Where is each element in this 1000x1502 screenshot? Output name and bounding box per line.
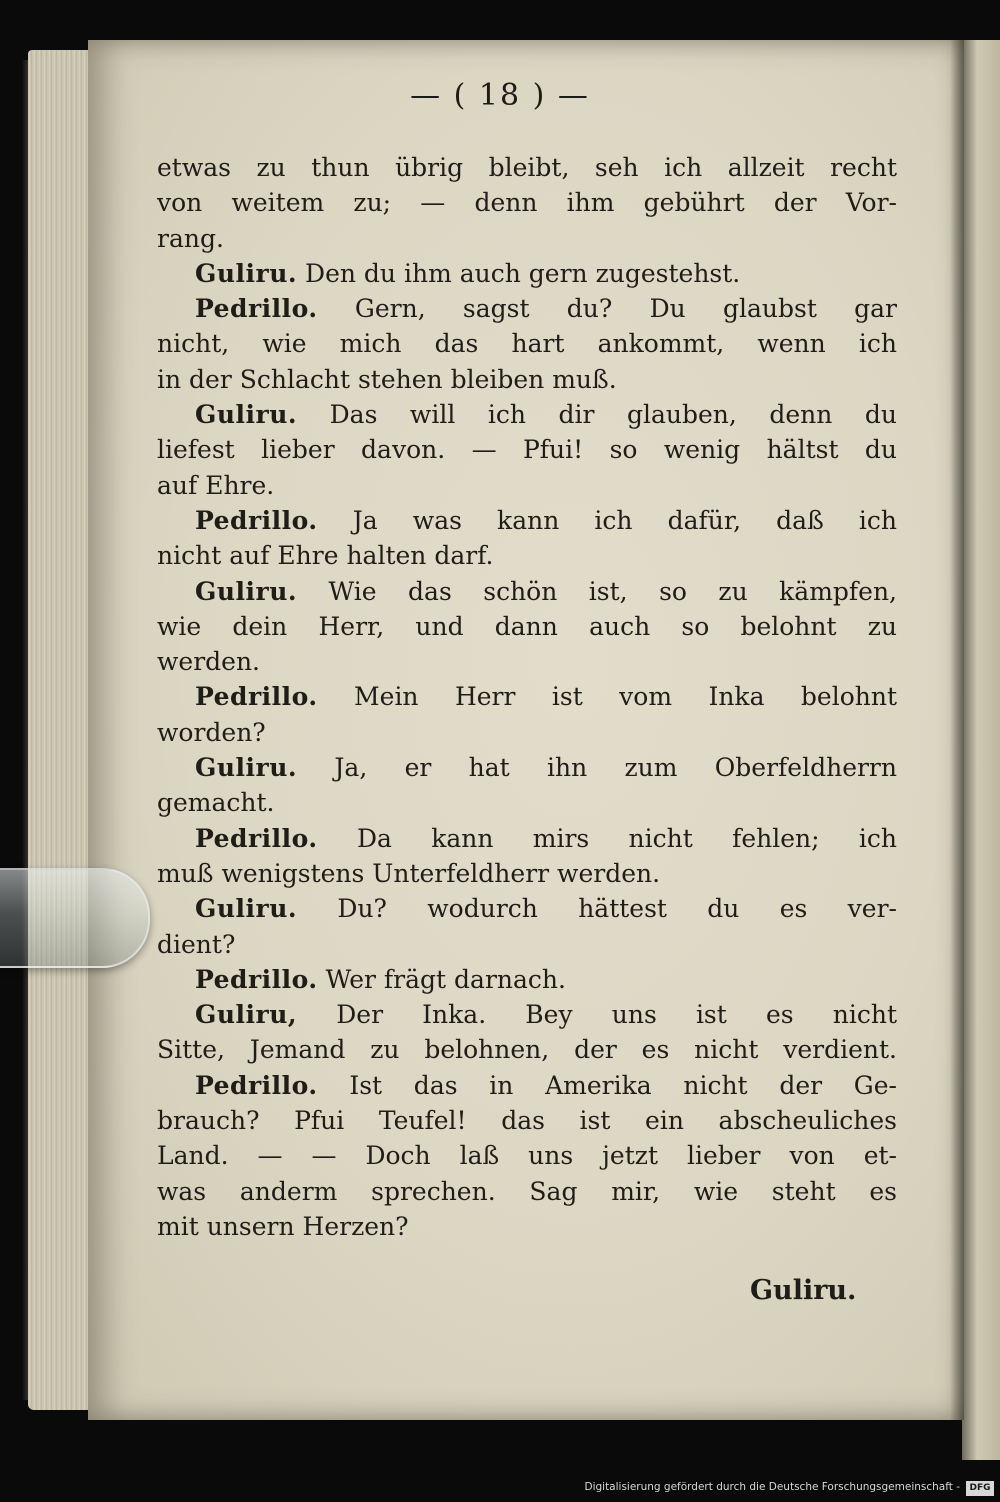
- line-text: Land. — — Doch laß uns jetzt lieber von et-: [157, 1141, 897, 1171]
- line-text: Ist das in Amerika nicht der Ge-: [349, 1070, 897, 1100]
- text-line: [157, 397, 897, 432]
- line-text: Ja, er hat ihn zum Oberfeldherrn: [334, 753, 897, 783]
- speaker-name: Pedrillo.: [195, 505, 318, 535]
- speaker-name: Guliru.: [195, 576, 298, 606]
- line-text: gemacht.: [157, 788, 275, 818]
- speaker-name: Pedrillo.: [195, 823, 318, 853]
- footer-credit: Digitalisierung gefördert durch die Deutsche Forschungsgemeinschaft -: [584, 1481, 960, 1493]
- text-line: [157, 256, 897, 291]
- speaker-name: Guliru,: [195, 1000, 298, 1030]
- text-line: [157, 503, 897, 538]
- line-text: mit unsern Herzen?: [157, 1211, 409, 1241]
- line-text: von weitem zu; — denn ihm gebührt der Vor-: [157, 188, 897, 218]
- line-text: rang.: [157, 223, 224, 253]
- text-line: [157, 750, 897, 785]
- line-text: Mein Herr ist vom Inka belohnt: [354, 682, 897, 712]
- line-text: Der Inka. Bey uns ist es nicht: [336, 1000, 897, 1030]
- text-line: [157, 185, 897, 220]
- text-line: [157, 221, 897, 256]
- speaker-name: Guliru.: [195, 400, 298, 430]
- line-text: liefest lieber davon. — Pfui! so wenig hältst du: [157, 435, 897, 465]
- line-text: was anderm sprechen. Sag mir, wie steht es: [157, 1176, 897, 1206]
- text-line: [157, 962, 897, 997]
- line-text: Du? wodurch hättest du es ver-: [337, 894, 897, 924]
- text-line: [157, 785, 897, 820]
- dfg-logo: DFG: [966, 1481, 994, 1496]
- line-text: Das will ich dir glauben, denn du: [329, 400, 897, 430]
- line-text: worden?: [157, 717, 266, 747]
- text-line: [157, 891, 897, 926]
- line-text: Da kann mirs nicht fehlen; ich: [356, 823, 897, 853]
- line-text: Ja was kann ich dafür, daß ich: [352, 505, 897, 535]
- page-gutter: [950, 40, 964, 1420]
- line-text: Sitte, Jemand zu belohnen, der es nicht verdient.: [157, 1035, 897, 1065]
- digitization-footer: [0, 1476, 1000, 1502]
- text-line: [157, 468, 897, 503]
- line-text: brauch? Pfui Teufel! das ist ein abscheuliches: [157, 1106, 897, 1136]
- line-text: werden.: [157, 647, 260, 677]
- text-line: [157, 1068, 897, 1103]
- text-line: [157, 1138, 897, 1173]
- line-text: nicht, wie mich das hart ankommt, wenn ich: [157, 329, 897, 359]
- text-line: [157, 538, 897, 573]
- speaker-name: Guliru.: [195, 258, 298, 288]
- speaker-name: Pedrillo.: [195, 1070, 318, 1100]
- text-line: [157, 291, 897, 326]
- text-line: [157, 150, 897, 185]
- text-line: [157, 856, 897, 891]
- text-line: [157, 679, 897, 714]
- text-line: [157, 432, 897, 467]
- page-number-header: — ( 18 ) —: [410, 78, 590, 113]
- text-line: [157, 326, 897, 361]
- line-text: nicht auf Ehre halten darf.: [157, 541, 494, 571]
- text-line: [157, 574, 897, 609]
- text-line: [157, 1103, 897, 1138]
- text-line: [157, 997, 897, 1032]
- line-text: auf Ehre.: [157, 470, 275, 500]
- speaker-name: Pedrillo.: [195, 964, 318, 994]
- speaker-name: Pedrillo.: [195, 682, 318, 712]
- line-text: etwas zu thun übrig bleibt, seh ich allzeit recht: [157, 153, 897, 182]
- text-line: [157, 362, 897, 397]
- speaker-name: Pedrillo.: [195, 294, 318, 324]
- catchword: Guliru.: [750, 1275, 857, 1306]
- text-line: [157, 821, 897, 856]
- line-text: Gern, sagst du? Du glaubst gar: [354, 294, 897, 324]
- text-line: [157, 644, 897, 679]
- line-text: wie dein Herr, und dann auch so belohnt zu: [157, 611, 897, 641]
- line-text: Den du ihm auch gern zugestehst.: [305, 258, 741, 288]
- line-text: Wer frägt darnach.: [325, 964, 566, 994]
- line-text: Wie das schön ist, so zu kämpfen,: [328, 576, 897, 606]
- text-line: [157, 609, 897, 644]
- line-text: in der Schlacht stehen bleiben muß.: [157, 364, 617, 394]
- line-text: muß wenigstens Unterfeldherr werden.: [157, 858, 661, 888]
- text-line: [157, 1032, 897, 1067]
- page-text-block: [157, 150, 897, 1244]
- speaker-name: Guliru.: [195, 753, 298, 783]
- line-text: dient?: [157, 929, 236, 959]
- glass-page-clamp: [0, 868, 150, 968]
- speaker-name: Guliru.: [195, 894, 298, 924]
- text-line: [157, 1174, 897, 1209]
- text-line: [157, 715, 897, 750]
- text-line: [157, 927, 897, 962]
- text-line: [157, 1209, 897, 1244]
- next-page-sliver: [962, 40, 1000, 1460]
